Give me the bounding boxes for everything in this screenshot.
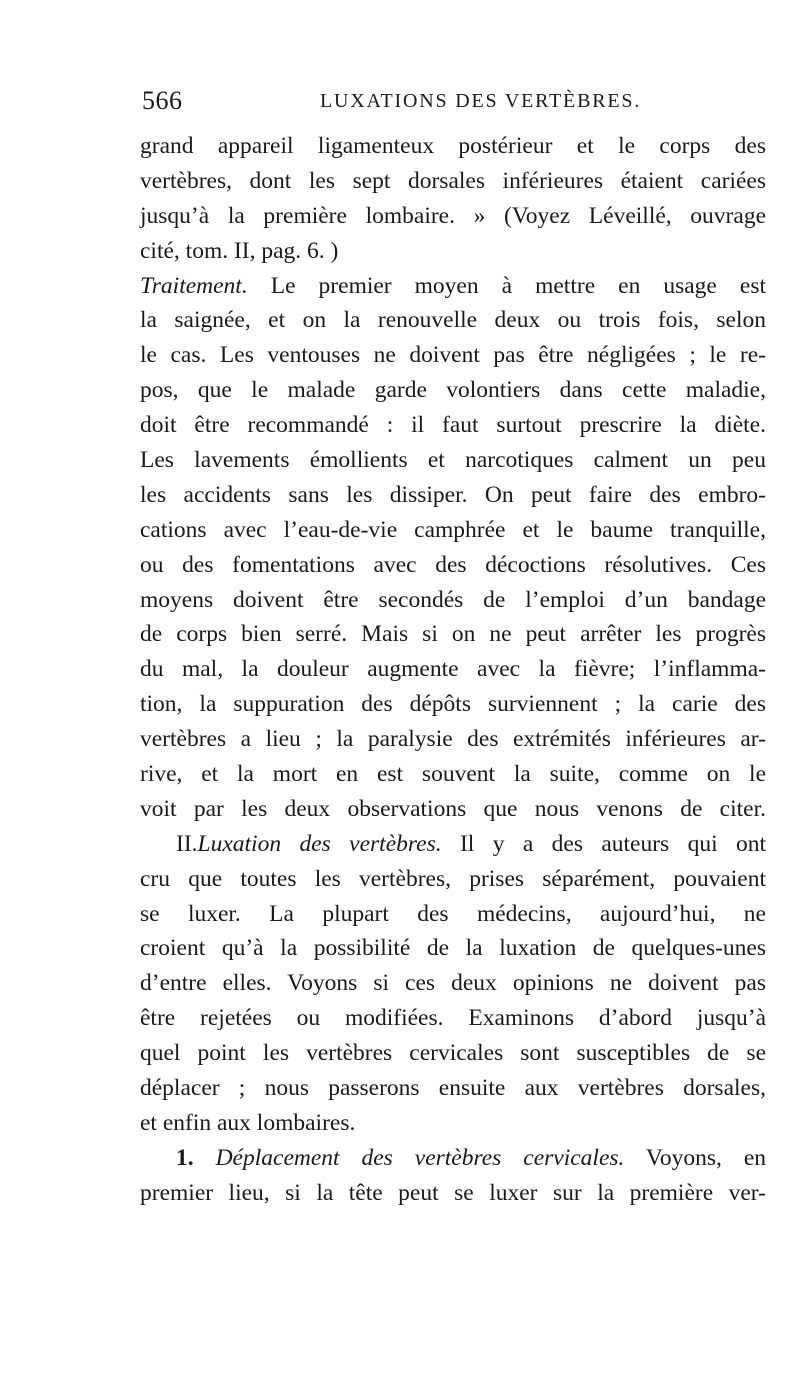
- text-line: premier lieu, si la tête peut se luxer sur la première ver-: [140, 1179, 766, 1206]
- section-numeral: 1.: [176, 1144, 194, 1171]
- text-line: être rejetées ou modifiées. Examinons d’abord jusqu’à: [140, 1005, 766, 1032]
- text-fragment: Voyons, en: [624, 1144, 767, 1171]
- text-line: les accidents sans les dissiper. On peut faire des embro-: [140, 481, 766, 508]
- text-line: déplacer ; nous passerons ensuite aux vertèbres dorsales,: [140, 1075, 766, 1102]
- paragraph-first-line: [140, 827, 766, 862]
- text-line: du mal, la douleur augmente avec la fièvre; l’inflamma-: [140, 656, 766, 683]
- text-line: le cas. Les ventouses ne doivent pas être négligées ; le re-: [140, 342, 766, 369]
- text-line: Les lavements émollients et narcotiques calment un peu: [140, 447, 766, 474]
- text-line: la saignée, et on la renouvelle deux ou trois fois, selon: [140, 307, 766, 334]
- body-text: [140, 129, 766, 1211]
- text-line: vertèbres a lieu ; la paralysie des extrémités inférieures ar-: [140, 726, 766, 753]
- section-heading-luxation: Luxation des vertèbres.: [197, 830, 442, 857]
- text-line: d’entre elles. Voyons si ces deux opinions ne doivent pas: [140, 970, 766, 997]
- page-header: [142, 86, 764, 122]
- text-line: doit être recommandé : il faut surtout prescrire la diète.: [140, 412, 766, 439]
- page-number: 566: [142, 86, 183, 115]
- text-line: tion, la suppuration des dépôts surviennent ; la carie des: [140, 691, 766, 718]
- text-fragment: Il y a des auteurs qui ont: [441, 830, 767, 857]
- text-line: cations avec l’eau-de-vie camphrée et le baume tranquille,: [140, 516, 766, 543]
- text-line: cru que toutes les vertèbres, prises séparément, pouvaient: [140, 865, 766, 892]
- section-numeral: II.: [176, 830, 198, 857]
- paragraph-first-line: [140, 269, 766, 304]
- running-title: LUXATIONS DES VERTÈBRES.: [320, 90, 642, 112]
- text-line: jusqu’à la première lombaire. » (Voyez Léveillé, ouvrage: [140, 202, 766, 229]
- text-line: cité, tom. II, pag. 6. ): [140, 237, 339, 264]
- text-line: ou des fomentations avec des décoctions résolutives. Ces: [140, 551, 766, 578]
- text-line: moyens doivent être secondés de l’emploi d’un bandage: [140, 586, 766, 613]
- text-line: pos, que le malade garde volontiers dans cette maladie,: [140, 377, 766, 404]
- text-line: se luxer. La plupart des médecins, aujourd’hui, ne: [140, 900, 766, 927]
- text-line: croient qu’à la possibilité de la luxation de quelques-unes: [140, 935, 766, 962]
- paragraph-first-line: [140, 1141, 766, 1176]
- text-fragment: Le premier moyen à mettre en usage est: [247, 272, 766, 299]
- text-line: vertèbres, dont les sept dorsales inférieures étaient cariées: [140, 167, 766, 194]
- text-line: de corps bien serré. Mais si on ne peut arrêter les progrès: [140, 621, 766, 648]
- text-line: grand appareil ligamenteux postérieur et le corps des: [140, 133, 766, 159]
- section-heading-deplacement: Déplacement des vertèbres cervicales.: [215, 1144, 625, 1171]
- text-line: et enfin aux lombaires.: [140, 1109, 356, 1136]
- text-line: rive, et la mort en est souvent la suite, comme on le: [140, 761, 766, 788]
- text-line: voit par les deux observations que nous venons de citer.: [140, 795, 766, 822]
- text-line: quel point les vertèbres cervicales sont susceptibles de se: [140, 1040, 766, 1067]
- section-heading-traitement: Traitement.: [140, 272, 248, 299]
